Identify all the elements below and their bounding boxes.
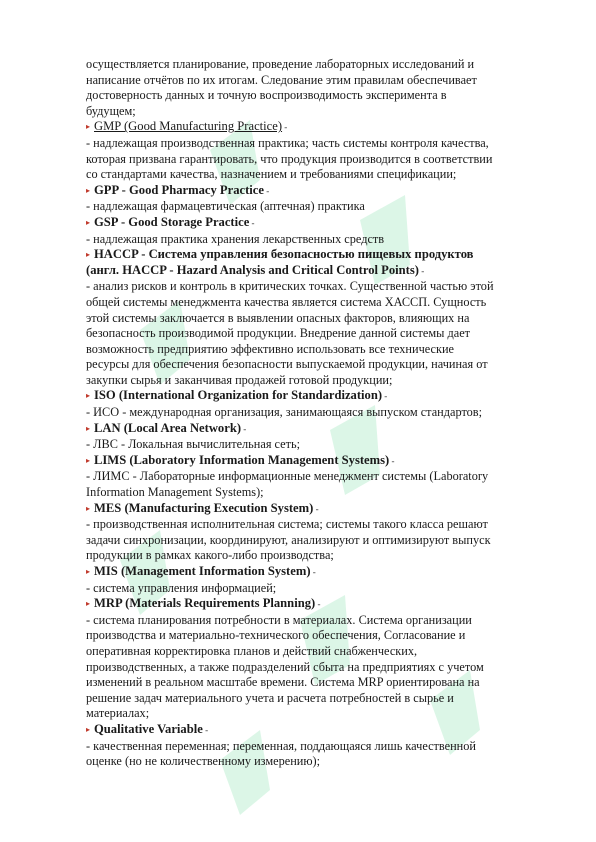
text-line: - ЛВС - Локальная вычислительная сеть; [86, 437, 301, 452]
text-line: производственных, а также подразделений сбыта на предприятиях с учетом [86, 659, 484, 674]
text-line: задачи синхронизации, координируют, анализируют и оптимизируют выпуск [86, 532, 491, 547]
bullet-icon: ▸ [86, 567, 91, 576]
text-line: будущем; [86, 103, 136, 118]
term-heading [86, 421, 558, 438]
text-line: написание отчётов по их итогам. Следование этим правилам обеспечивает [86, 72, 477, 87]
text-line: - анализ рисков и контроль в критических точках. Существенной частью этой [86, 279, 494, 294]
bullet-icon: ▸ [86, 503, 91, 513]
term-label[interactable]: GMP (Good Manufacturing Practice) [94, 119, 283, 134]
text-line: - надлежащая производственная практика; часть системы контроля качества, [86, 135, 489, 150]
text-line: - система планирования потребности в материалах. Система организации [86, 612, 472, 627]
term-end-mark: - [382, 391, 388, 402]
text-line: решение задач материального учета и расчета потребностей в сырье и [86, 690, 454, 705]
term-end-mark: - [282, 122, 288, 133]
term-label: Qualitative Variable [94, 721, 203, 736]
term-label: MRP (Materials Requirements Planning) [94, 596, 316, 611]
term-end-mark: - [315, 599, 321, 610]
term-heading [86, 596, 558, 613]
term-label-continued: (англ. HACCP - Hazard Analysis and Critical Control Points) [86, 262, 419, 277]
text-line: которая призвана гарантировать, что продукция производится в соответствии [86, 151, 493, 166]
bullet-icon: ▸ [86, 724, 91, 734]
text-line: ресурсы для обеспечения безопасности выпускаемой продукции, начиная от [86, 357, 488, 372]
term-end-mark: - [418, 265, 425, 276]
term-heading [86, 564, 558, 581]
term-end-mark: - [249, 217, 255, 228]
term-heading [86, 183, 558, 200]
term-end-mark: - [263, 185, 270, 196]
text-line: - ИСО - международная организация, занимающаяся выпуском стандартов; [86, 405, 483, 420]
bullet-icon: ▸ [86, 250, 91, 260]
document-page [86, 57, 558, 770]
term-end-mark: - [313, 503, 319, 514]
term-heading [86, 215, 558, 232]
text-line: достоверность данных и точную воспроизводимость эксперимента в [86, 88, 447, 103]
term-label: LIMS (Laboratory Information Management Systems) [94, 452, 390, 467]
term-heading [86, 453, 558, 470]
bullet-icon: ▸ [86, 455, 91, 465]
term-end-mark: - [310, 567, 316, 577]
text-line: безопасность производимой продукции. Внедрение данной системы дает [86, 326, 471, 341]
term-heading-continued [86, 263, 558, 280]
text-line: - надлежащая фармацевтическая (аптечная) практика [86, 199, 365, 214]
bullet-icon: ▸ [86, 423, 91, 433]
text-line: - система управления информацией; [86, 580, 277, 595]
term-end-mark: - [389, 455, 395, 466]
term-end-mark: - [202, 724, 209, 735]
term-label: HACCP - Система управления безопасностью пищевых продуктов [94, 247, 474, 262]
text-line: - производственная исполнительная система; системы такого класса решают [86, 517, 488, 532]
term-label: MES (Manufacturing Execution System) [94, 500, 314, 515]
term-heading [86, 388, 558, 405]
term-heading [86, 247, 558, 263]
term-heading [86, 501, 558, 518]
text-line: закупки сырья и заканчивая продажей готовой продукции; [86, 372, 393, 387]
bullet-icon: ▸ [86, 185, 91, 195]
text-line: - надлежащая практика хранения лекарственных средств [86, 231, 385, 246]
term-label: MIS (Management Information System) [94, 564, 311, 578]
text-line: - ЛИМС - Лабораторные информационные менеджмент системы (Laboratory [86, 469, 489, 484]
text-line: Information Management Systems); [86, 485, 264, 500]
text-line: общей системы менеджмента качества является система ХАССП. Сущность [86, 294, 487, 309]
text-line: оперативная корректировка планов и действий снабженческих, [86, 643, 418, 658]
text-line: материалах; [86, 706, 150, 721]
text-line: этой системы заключается в выявлении опасных факторов, влияющих на [86, 310, 470, 325]
text-line: возможность предприятию эффективно использовать все технические [86, 341, 454, 356]
text-line: - качественная переменная; переменная, поддающаяся лишь качественной [86, 738, 476, 753]
term-end-mark: - [241, 423, 247, 434]
bullet-icon: ▸ [86, 599, 91, 609]
term-heading [86, 119, 558, 136]
bullet-icon: ▸ [86, 122, 91, 132]
term-label: ISO (International Organization for Standardization) [94, 388, 383, 403]
text-line: продукции в рамках какого-либо производства; [86, 548, 334, 563]
text-line: со стандартами качества, назначением и требованиями спецификации; [86, 167, 457, 182]
bullet-icon: ▸ [86, 391, 91, 401]
text-line: оценке (но не количественному измерению); [86, 754, 321, 769]
text-line: производства и материально-технического обеспечения, Согласование и [86, 628, 466, 643]
term-label: LAN (Local Area Network) [94, 420, 242, 435]
text-line: осуществляется планирование, проведение лабораторных исследований и [86, 57, 475, 71]
term-heading [86, 722, 558, 739]
text-line: изменений в реальном масштабе времени. Система MRP ориентирована на [86, 675, 480, 690]
term-label: GSP - Good Storage Practice [94, 214, 250, 229]
term-label: GPP - Good Pharmacy Practice [94, 182, 264, 197]
bullet-icon: ▸ [86, 217, 91, 227]
